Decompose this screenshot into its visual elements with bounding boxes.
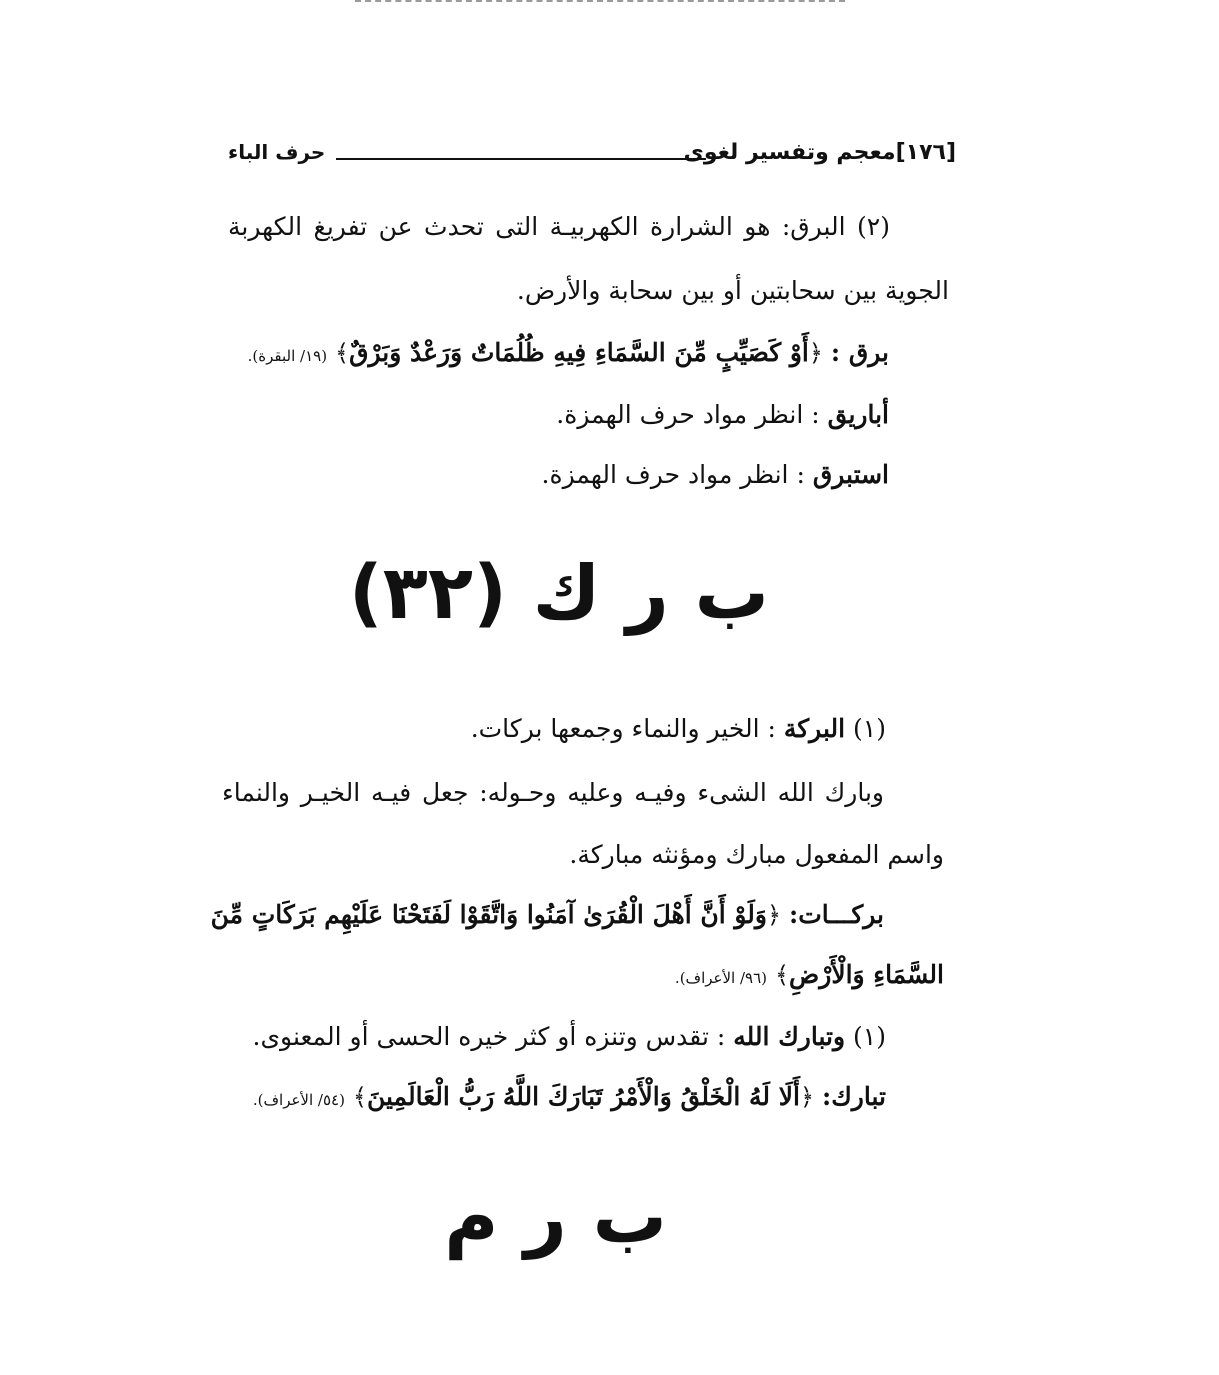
barakat-verse-text-2: السَّمَاءِ وَالْأَرْضِ [789, 960, 944, 989]
abariq-entry-word: أباريق [827, 400, 889, 429]
barq-definition-label: (٢) البرق: [781, 212, 890, 241]
tabaraka-verse-label: تبارك: [821, 1082, 886, 1111]
quran-close-ornament: ﴾ [352, 1083, 367, 1111]
header-rule [336, 158, 706, 160]
barq-definition-line-2: الجوية بين سحابتين أو بين سحابة والأرض. [516, 276, 949, 305]
barq-entry-word: برق : [830, 338, 889, 367]
quran-close-ornament: ﴾ [335, 339, 350, 367]
running-header [228, 140, 956, 176]
baraka-entry-line-1 [471, 712, 886, 746]
scan-edge-mark [355, 0, 845, 5]
barakat-verse-line-1 [210, 898, 884, 932]
tabaraka-entry [253, 1020, 886, 1054]
tabaraka-entry-number: (١) [853, 1022, 886, 1051]
barq-definition-line-1 [228, 210, 890, 244]
root-heading-brm: ب ر م [444, 1174, 667, 1260]
baraka-entry-line-3: واسم المفعول مبارك ومؤنثه مباركة. [569, 840, 944, 869]
abariq-entry-text: : انظر مواد حرف الهمزة. [556, 400, 820, 429]
baraka-entry-number: (١) [853, 714, 886, 743]
header-section-name: حرف الباء [228, 140, 326, 164]
barq-verse-reference: (١٩/ البقرة). [247, 347, 328, 365]
istabraq-entry-text: : انظر مواد حرف الهمزة. [541, 460, 805, 489]
barakat-verse-reference: (٩٦/ الأعراف). [674, 969, 768, 987]
header-page-reference: [١٧٦]معجم وتفسير لغوى [683, 140, 956, 165]
quran-open-ornament: ﴿ [799, 1083, 815, 1111]
tabaraka-entry-word: وتبارك الله [733, 1022, 846, 1051]
istabraq-entry [542, 458, 889, 492]
barakat-entry-word: بركـــات: [788, 900, 884, 929]
tabaraka-entry-text: : تقدس وتنزه أو كثر خيره الحسى أو المعنوى. [252, 1022, 726, 1051]
tabaraka-verse-reference: (٥٤/ الأعراف). [252, 1091, 345, 1109]
quran-close-ornament: ﴾ [774, 961, 790, 989]
barakat-verse-line-2 [675, 958, 944, 995]
baraka-entry-text: : الخير والنماء وجمعها بركات. [470, 714, 776, 743]
quran-open-ornament: ﴿ [766, 901, 782, 929]
root-heading-brk: ب ر ك (٣٢) [348, 550, 769, 636]
istabraq-entry-word: استبرق [812, 460, 889, 489]
barq-verse-text: أَوْ كَصَيِّبٍ مِّنَ السَّمَاءِ فِيهِ ظُلُمَاتٌ وَرَعْدٌ وَبَرْقٌ [349, 338, 809, 367]
baraka-entry-line-2: وبارك الله الشىء وفيـه وعليه وحـوله: جعل فيـه الخيـر والنماء [222, 778, 884, 807]
quran-open-ornament: ﴿ [808, 339, 823, 367]
barq-verse-line [248, 336, 889, 373]
baraka-entry-word: البركة [783, 714, 846, 743]
barq-definition-text: هو الشرارة الكهربيـة التى تحدث عن تفريغ الكهربة [228, 212, 771, 241]
abariq-entry [556, 398, 889, 432]
tabaraka-verse-text: أَلَا لَهُ الْخَلْقُ وَالْأَمْرُ تَبَارَكَ اللَّهُ رَبُّ الْعَالَمِينَ [366, 1082, 800, 1111]
barakat-verse-text-1: وَلَوْ أَنَّ أَهْلَ الْقُرَىٰ آمَنُوا وَاتَّقَوْا لَفَتَحْنَا عَلَيْهِم بَرَكَاتٍ مِّنَ [210, 900, 767, 929]
tabaraka-verse-line [253, 1080, 886, 1117]
